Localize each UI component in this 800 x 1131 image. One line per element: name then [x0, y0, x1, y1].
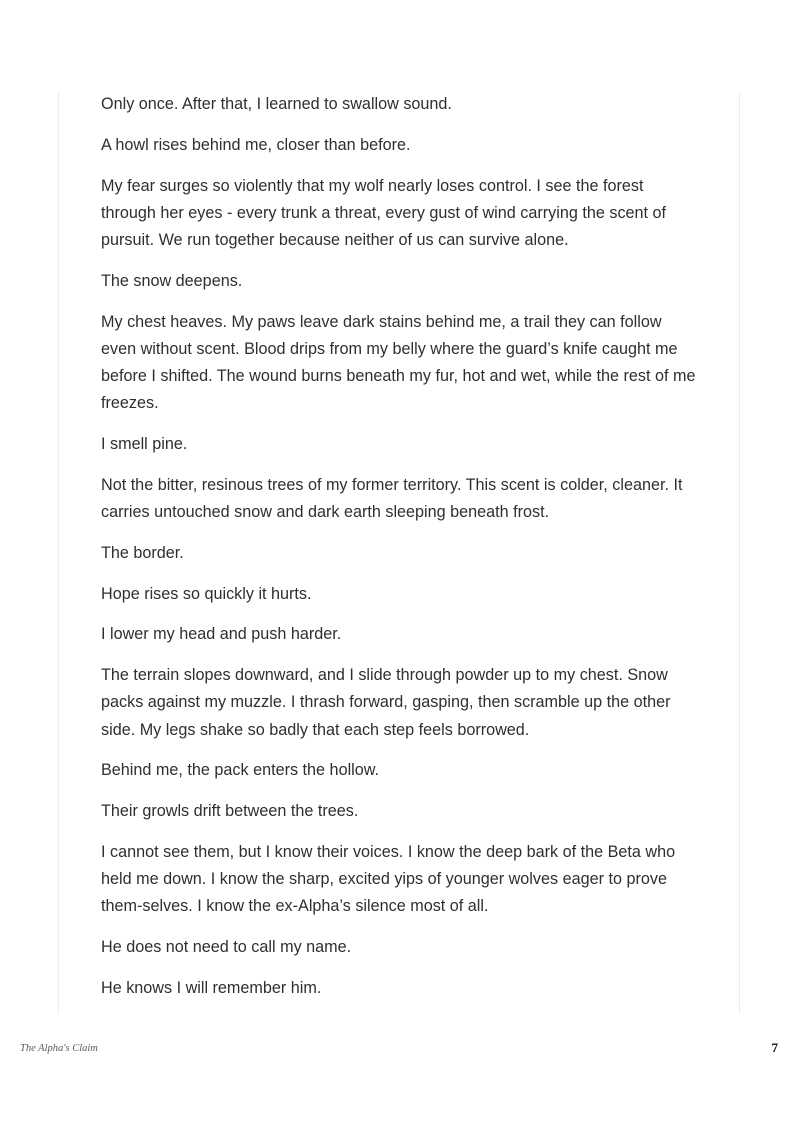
- body-text: [101, 91, 701, 1016]
- paragraph: The snow deepens.: [101, 271, 243, 290]
- paragraph: I cannot see them, but I know their voices. I know the deep bark of the Beta who held me down. I know the sharp, excited yips of younger wolves eager to prove them-selves. I know the ex-Alpha’s silence most of all.: [101, 842, 676, 916]
- paragraph: A howl rises behind me, closer than before.: [101, 135, 411, 154]
- paragraph: The terrain slopes downward, and I slide through powder up to my chest. Snow packs against my muzzle. I thrash forward, gasping, then scramble up the other side. My legs shake so badly that each step feels borrowed.: [101, 666, 671, 739]
- paragraph: Not the bitter, resinous trees of my former territory. This scent is colder, cleaner. It carries untouched snow and dark earth sleeping beneath frost.: [101, 475, 683, 521]
- paragraph: The border.: [101, 543, 184, 562]
- paragraph: He does not need to call my name.: [101, 938, 352, 957]
- running-footer-title: The Alpha's Claim: [20, 1043, 98, 1054]
- paragraph: I lower my head and push harder.: [101, 625, 342, 644]
- paragraph: I smell pine.: [101, 435, 188, 453]
- paragraph: My fear surges so violently that my wolf nearly loses control. I see the forest through her eyes - every trunk a threat, every gust of wind carrying the scent of pursuit. We run together because neither of us can survive alone.: [101, 176, 667, 249]
- paragraph: Behind me, the pack enters the hollow.: [101, 761, 380, 780]
- paragraph: Their growls drift between the trees.: [101, 802, 359, 821]
- page-number: 7: [771, 1040, 778, 1055]
- paragraph: He knows I will remember him.: [101, 978, 322, 997]
- paragraph: Hope rises so quickly it hurts.: [101, 584, 312, 603]
- paragraph: Only once. After that, I learned to swallow sound.: [101, 95, 452, 113]
- paragraph: My chest heaves. My paws leave dark stains behind me, a trail they can follow even without scent. Blood drips from my belly where the guard’s knife caught me before I shifted. The wound burns beneath my fur, hot and wet, while the rest of me freezes.: [101, 312, 696, 413]
